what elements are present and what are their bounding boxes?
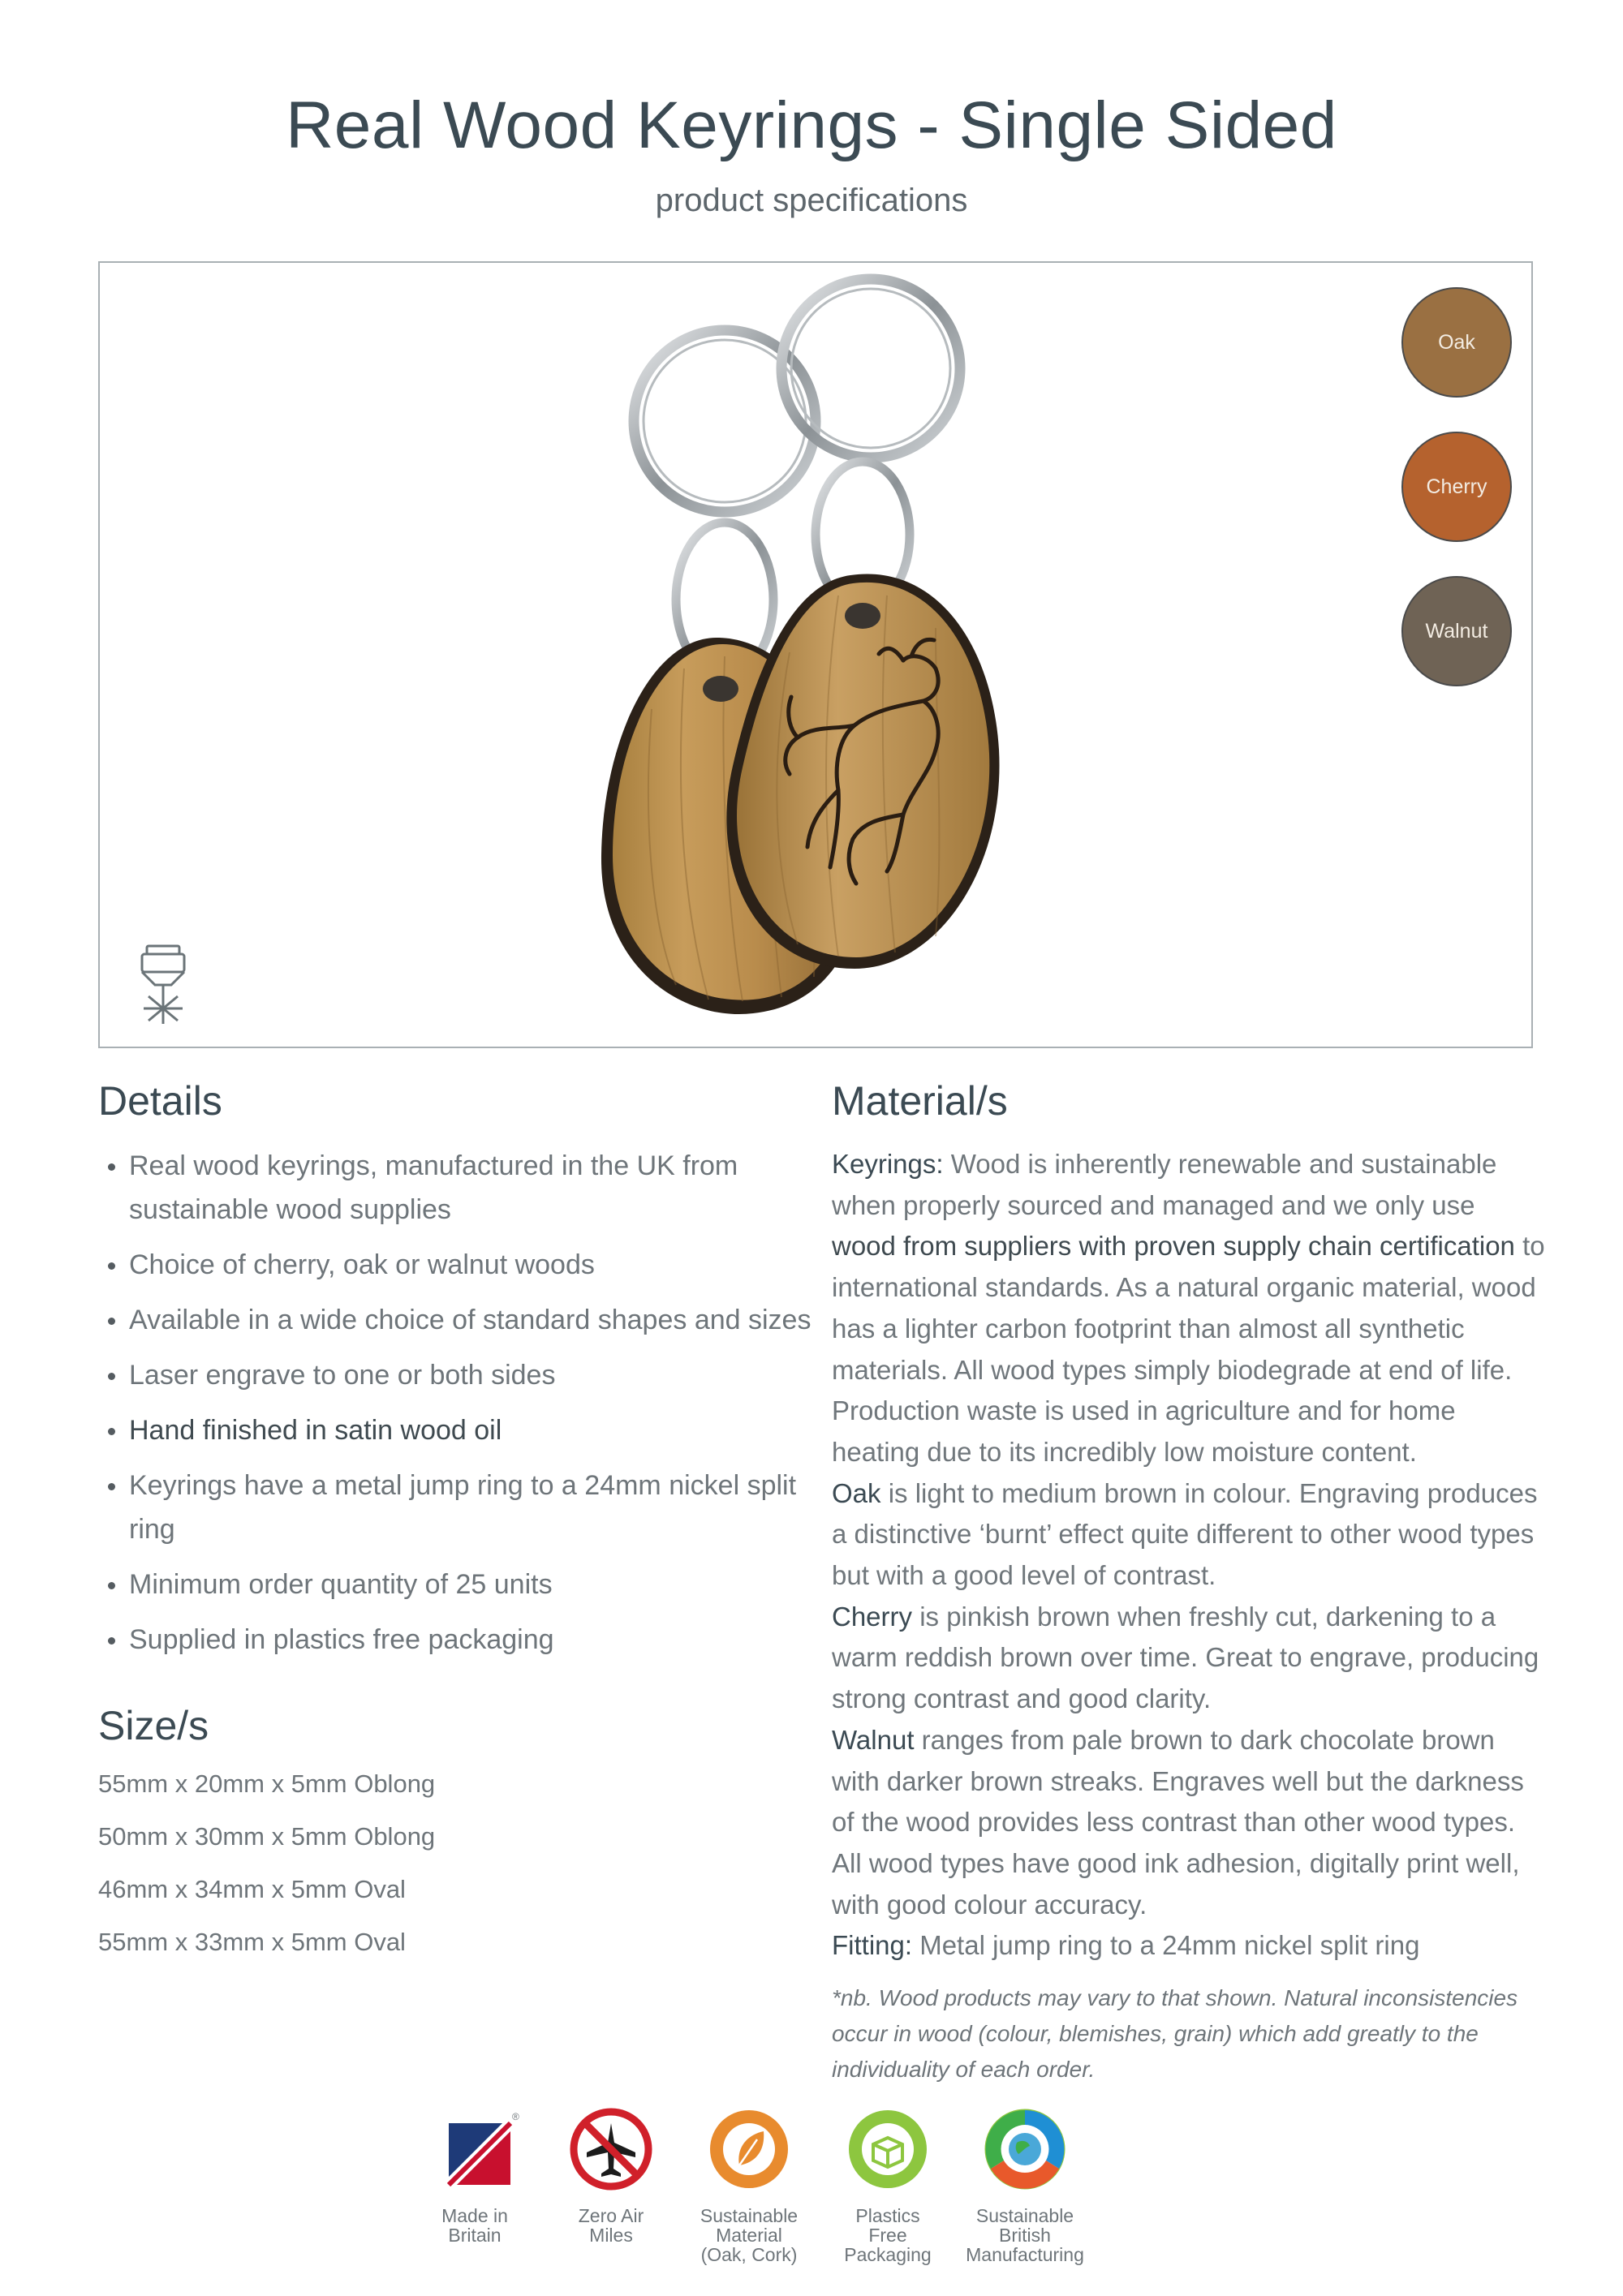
page-subtitle: product specifications: [655, 183, 968, 218]
size-item: 55mm x 33mm x 5mm Oval: [98, 1928, 406, 1956]
cherry-term: Cherry: [832, 1601, 913, 1632]
materials-body: [832, 1144, 1546, 1967]
reduce-reuse-recycle-icon: [983, 2107, 1067, 2191]
fitting-term: Fitting:: [832, 1930, 913, 1961]
size-item: 50mm x 30mm x 5mm Oblong: [98, 1822, 436, 1851]
cherry-paragraph: [832, 1597, 1546, 1720]
swatch-walnut: [1401, 576, 1512, 686]
details-heading: Details: [98, 1078, 222, 1124]
materials-heading: Material/s: [832, 1078, 1008, 1124]
badge-label: Sustainable British Manufacturing: [966, 2205, 1084, 2265]
badge-zero-air-miles: [542, 2107, 680, 2245]
badge-sustainable-material: [680, 2107, 818, 2264]
badge-label: Plastics Free Packaging: [844, 2205, 932, 2265]
list-item: Real wood keyrings, manufactured in the UK from sustainable wood supplies: [98, 1144, 820, 1232]
list-item: Keyrings have a metal jump ring to a 24mm nickel split ring: [98, 1464, 820, 1551]
list-item: Choice of cherry, oak or walnut woods: [98, 1243, 820, 1287]
sustainable-material-leaf-icon: [707, 2107, 791, 2191]
oak-term: Oak: [832, 1477, 881, 1508]
keyrings-paragraph: [832, 1144, 1546, 1473]
fitting-text: Metal jump ring to a 24mm nickel split ring: [919, 1930, 1420, 1961]
badge-label: Zero Air Miles: [578, 2205, 644, 2246]
keyrings-certification-text: wood from suppliers with proven supply chain certification: [832, 1231, 1515, 1262]
badge-label: Sustainable Material (Oak, Cork): [700, 2205, 799, 2265]
list-item: Available in a wide choice of standard shapes and sizes: [98, 1298, 820, 1342]
list-item: Laser engrave to one or both sides: [98, 1353, 820, 1397]
product-image-panel: [98, 261, 1533, 1048]
list-item: Hand finished in satin wood oil: [98, 1408, 820, 1452]
badge-made-in-britain: [406, 2107, 544, 2245]
list-item: Supplied in plastics free packaging: [98, 1618, 820, 1662]
size-item: 55mm x 20mm x 5mm Oblong: [98, 1769, 436, 1798]
cherry-text: is pinkish brown when freshly cut, darkening to a warm reddish brown over time. Great to engrave, producing strong contrast and good clarity.: [832, 1601, 1539, 1714]
swatch-oak-label: Oak: [1438, 330, 1475, 354]
keyrings-text-continued: to international standards. As a natural organic material, wood has a lighter carbon footprint than almost all synthetic materials. All wood types simply biodegrade at end of life. Production waste is used in agriculture and for home heating due to its incredibly low moisture content.: [832, 1231, 1545, 1467]
sizes-heading: Size/s: [98, 1703, 209, 1748]
disclaimer-note: *nb. Wood products may vary to that shown. Natural inconsistencies occur in wood (colour, blemishes, grain) which add greatly to the individuality of each order.: [832, 1985, 1518, 2082]
walnut-text: ranges from pale brown to dark chocolate brown with darker brown streaks. Engraves well but the darkness of the wood provides less contrast than other wood types. All wood types have good ink adhesion, digitally print well, with good colour accuracy.: [832, 1724, 1524, 1920]
walnut-paragraph: [832, 1720, 1546, 1926]
no-airplane-icon: [569, 2107, 653, 2191]
swatch-oak: [1401, 287, 1512, 398]
laser-engraving-icon: [132, 943, 194, 1027]
keyrings-term: Keyrings:: [832, 1149, 944, 1179]
details-list: [98, 1144, 820, 1673]
swatch-cherry-label: Cherry: [1426, 475, 1487, 498]
swatch-walnut-label: Walnut: [1425, 619, 1488, 643]
fitting-paragraph: [832, 1925, 1546, 1967]
swatch-cherry: [1401, 432, 1512, 542]
badge-sustainable-british-manufacturing: [956, 2107, 1094, 2264]
badge-plastics-free: [819, 2107, 957, 2264]
page-title: Real Wood Keyrings - Single Sided: [286, 88, 1337, 162]
product-photo: [554, 287, 1122, 1042]
plastics-free-packaging-icon: [846, 2107, 930, 2191]
oak-paragraph: [832, 1473, 1546, 1597]
oak-text: is light to medium brown in colour. Engraving produces a distinctive ‘burnt’ effect quite different to other wood types but with a good level of contrast.: [832, 1477, 1538, 1591]
badge-label: Made in Britain: [441, 2205, 508, 2246]
list-item: Minimum order quantity of 25 units: [98, 1563, 820, 1606]
keyrings-text: Wood is inherently renewable and sustainable when properly sourced and managed and we only use: [832, 1149, 1497, 1220]
union-flag-icon: [433, 2107, 517, 2191]
walnut-term: Walnut: [832, 1724, 915, 1755]
svg-text:®: ®: [512, 2111, 519, 2122]
size-item: 46mm x 34mm x 5mm Oval: [98, 1875, 406, 1903]
